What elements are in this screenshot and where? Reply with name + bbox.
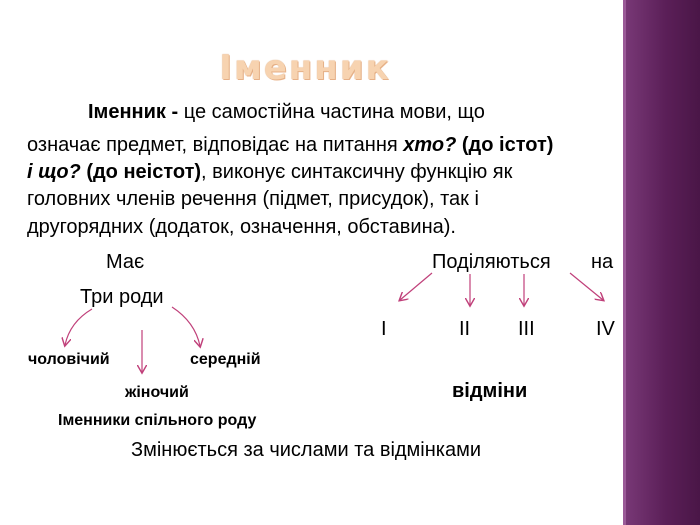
three-genders-label: Три роди	[80, 286, 164, 308]
on-label: на	[591, 251, 614, 273]
definition-line-2-text: означає предмет, відповідає на питання	[27, 134, 404, 156]
arrow-decl-1	[400, 273, 432, 300]
animate-note: (до істот)	[461, 134, 554, 156]
footer-text: Змінюється за числами та відмінками	[131, 439, 482, 461]
definition-line-1-rest: це самостійна частина мови, що	[178, 101, 485, 123]
definition-line-5: другорядних (додаток, означення, обставина).	[27, 216, 456, 238]
declension-3: III	[518, 318, 535, 340]
arrow-masculine	[65, 309, 92, 345]
declension-1: I	[381, 318, 387, 340]
question-who: хто?	[403, 134, 457, 156]
gender-masculine: чоловічий	[28, 351, 110, 368]
divided-label: Поділяються	[432, 251, 551, 273]
declension-2: II	[459, 318, 471, 340]
slide-title: Іменник	[219, 48, 391, 88]
definition-line-3-rest: , виконує синтаксичну функцію як	[201, 161, 513, 183]
declensions-label: відміни	[452, 380, 528, 402]
definition-line-4: головних членів речення (підмет, присудок), так і	[27, 188, 479, 210]
common-gender-label: Іменники спільного роду	[58, 412, 257, 429]
inanimate-note: (до неістот)	[86, 161, 202, 183]
arrow-neuter	[172, 307, 200, 346]
gender-neuter: середній	[190, 351, 261, 368]
has-label: Має	[106, 251, 145, 273]
term: Іменник -	[88, 101, 179, 123]
gender-feminine: жіночий	[125, 384, 189, 401]
declension-4: IV	[596, 318, 615, 340]
question-what: і що?	[27, 161, 81, 183]
arrow-decl-4	[570, 273, 603, 300]
